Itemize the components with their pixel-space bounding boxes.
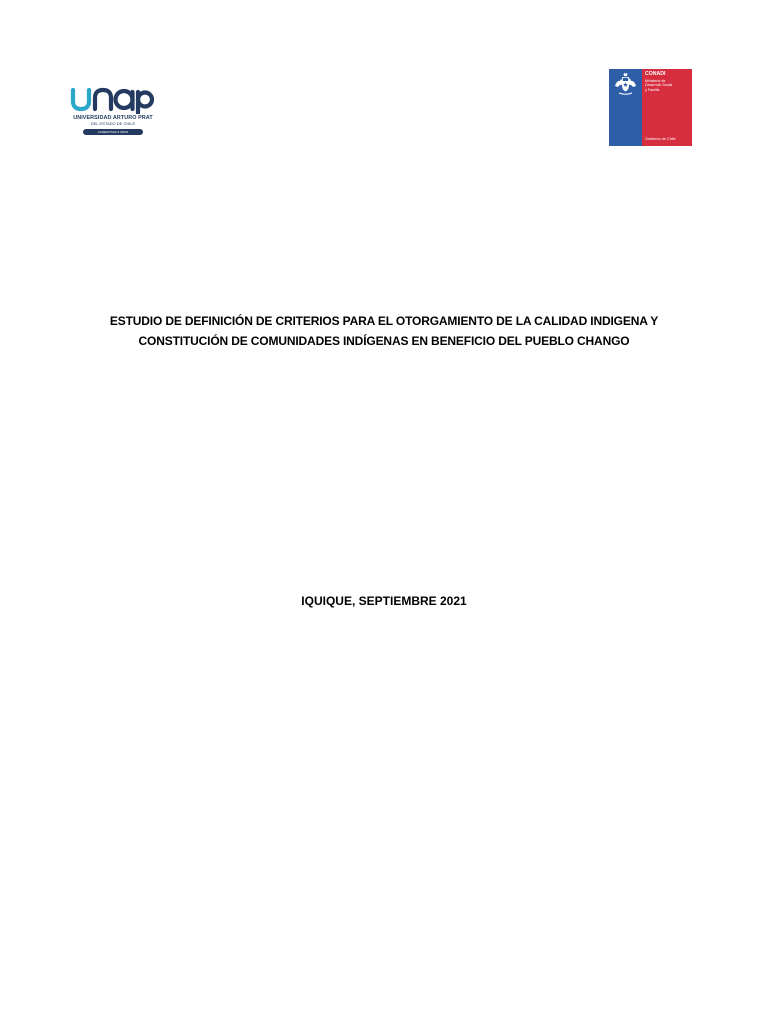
unap-subtitle: DEL ESTADO DE CHILE (90, 121, 136, 127)
unap-caption (70, 116, 156, 135)
unap-university-name: UNIVERSIDAD ARTURO PRAT (73, 115, 153, 121)
ministry-name (645, 79, 689, 92)
conadi-gobierno-logo (609, 69, 692, 146)
unap-wordmark-logo (70, 84, 154, 114)
title-line: ESTUDIO DE DEFINICIÓN DE CRITERIOS PARA EL OTORGAMIENTO DE LA CALIDAD INDIGENA Y (109, 314, 659, 328)
place-and-date: IQUIQUE, SEPTIEMBRE 2021 (301, 594, 467, 608)
title-line: CONSTITUCIÓN DE COMUNIDADES INDÍGENAS EN BENEFICIO DEL PUEBLO CHANGO (138, 334, 630, 348)
unap-tagline-badge: ACREDITADA 5 AÑOS (83, 129, 143, 135)
ministry-line: Desarrollo Social (645, 83, 673, 88)
ministry-line: Ministerio de (645, 79, 666, 83)
logo-blue-band (609, 69, 642, 146)
ministry-line: y Familia (645, 87, 660, 92)
unap-logo (70, 84, 156, 142)
coat-of-arms-icon (613, 72, 638, 96)
document-title (60, 311, 708, 351)
conadi-name: CONADI (645, 71, 666, 77)
gobierno-de-chile-label: Gobierno de Chile (645, 137, 676, 142)
logo-red-band (642, 69, 692, 146)
